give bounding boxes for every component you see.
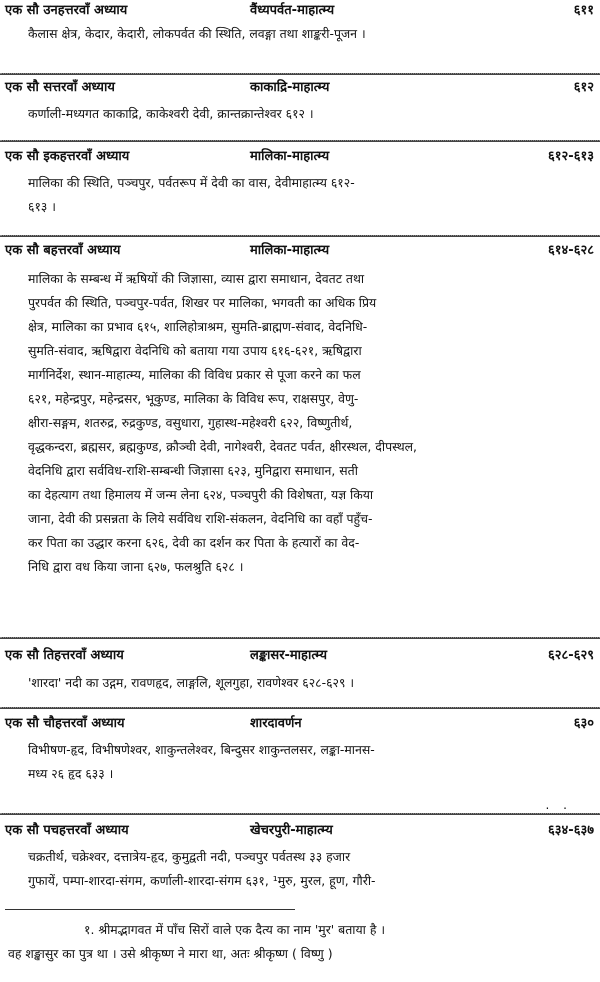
stray-marks: . . [545, 798, 572, 812]
chapter-number: एक सौ पचहत्तरवाँ अध्याय [5, 823, 129, 838]
summary-line: गुफायें, पम्पा-शारदा-संगम, कर्णाली-शारदा-संगम ६३१, ¹मुरु, मुरल, हूण, गौरी- [28, 873, 376, 888]
footnote-rule [5, 909, 295, 910]
divider [0, 73, 600, 75]
summary-line: वेदनिधि द्वारा सर्वविध-राशि-सम्बन्धी जिज्ञासा ६२३, मुनिद्वारा समाधान, सती [28, 463, 358, 478]
chapter-summary [28, 671, 590, 695]
chapter-summary [28, 102, 590, 126]
summary-line: मालिका की स्थिति, पञ्चपुर, पर्वतरूप में देवी का वास, देवीमाहात्म्य ६१२- [28, 175, 355, 190]
chapter-heading [0, 645, 600, 669]
chapter-number: एक सौ इकहत्तरवाँ अध्याय [5, 149, 130, 164]
chapter-summary [28, 845, 590, 893]
chapter-heading [0, 146, 600, 170]
summary-line: सुमति-संवाद, ऋषिद्वारा वेदनिधि को बताया गया उपाय ६१६-६२१, ऋषिद्वारा [28, 343, 362, 358]
chapter-title: मालिका-माहात्म्य [250, 243, 330, 258]
summary-line: कर्णाली-मध्यगत काकाद्रि, काकेश्वरी देवी, क्रान्तक्रान्तेश्वर ६१२ । [28, 106, 314, 121]
chapter-entry [0, 146, 600, 214]
chapter-number: एक सौ सत्तरवाँ अध्याय [5, 80, 115, 95]
divider [0, 637, 600, 639]
footnote [8, 918, 593, 966]
chapter-heading [0, 240, 600, 264]
chapter-pages: ६३४-६३७ [548, 823, 594, 838]
summary-line: मध्य २६ हृद ६३३ । [28, 766, 114, 781]
summary-line: ६२१, महेन्द्रपुर, महेन्द्रसर, भूकुण्ड, मालिका के विविध रूप, राक्षसपुर, वेणु- [28, 391, 359, 406]
chapter-summary [28, 738, 590, 786]
summary-line: कर पिता का उद्धार करना ६२६, देवी का दर्शन कर पिता के हत्यारों का वेद- [28, 535, 360, 550]
divider [0, 707, 600, 709]
chapter-pages: ६११ [573, 3, 594, 18]
chapter-number: एक सौ उनहत्तरवाँ अध्याय [5, 3, 128, 18]
chapter-entry [0, 240, 600, 574]
chapter-pages: ६१२ [573, 80, 594, 95]
chapter-number: एक सौ चौहत्तरवाँ अध्याय [5, 716, 125, 731]
footnote-line: वह शङ्खासुर का पुत्र था । उसे श्रीकृष्ण ने मारा था, अतः श्रीकृष्ण ( विष्णु ) [8, 946, 333, 961]
summary-line: जाना, देवी की प्रसन्नता के लिये सर्वविध राशि-संकलन, वेदनिधि का वहाँ पहुँच- [28, 511, 373, 526]
chapter-title: मालिका-माहात्म्य [250, 149, 330, 164]
chapter-heading [0, 713, 600, 737]
summary-line: कैलास क्षेत्र, केदार, केदारी, लोकपर्वत की स्थिति, लवङ्गा तथा शाङ्करी-पूजन । [28, 26, 366, 41]
chapter-pages: ६१२-६१३ [548, 149, 594, 164]
summary-line: वृद्धकन्दरा, ब्रह्मसर, ब्रह्मकुण्ड, क्रौञ्ची देवी, नागेश्वरी, देवतट पर्वत, क्षीरस्थल, दीपस्थल, [28, 439, 417, 454]
summary-line: क्षीरा-सङ्गम, शतरुद्र, रुद्रकुण्ड, वसुधारा, गुहास्थ-महेश्वरी ६२२, विष्णुतीर्थ, [28, 415, 353, 430]
summary-line: निधि द्वारा वध किया जाना ६२७, फलश्रुति ६२८ । [28, 559, 244, 574]
chapter-entry [0, 820, 600, 888]
summary-line: 'शारदा' नदी का उद्गम, रावणहृद, लाङ्गलि, शूलगुहा, रावणेश्वर ६२८-६२९ । [28, 675, 355, 690]
chapter-heading [0, 77, 600, 101]
chapter-pages: ६२८-६२९ [548, 648, 594, 663]
chapter-title: शारदावर्णन [250, 716, 302, 731]
divider [0, 813, 600, 815]
chapter-title: काकाद्रि-माहात्म्य [250, 80, 330, 95]
summary-line: मार्गनिर्देश, स्थान-माहात्म्य, मालिका की विविध प्रकार से पूजा करने का फल [28, 367, 361, 382]
chapter-entry [0, 77, 600, 121]
chapter-number: एक सौ तिहत्तरवाँ अध्याय [5, 648, 124, 663]
chapter-entry [0, 645, 600, 690]
chapter-title: खेचरपुरी-माहात्म्य [250, 823, 333, 838]
chapter-heading [0, 820, 600, 844]
chapter-title: लङ्कासर-माहात्म्य [250, 648, 327, 663]
summary-line: क्षेत्र, मालिका का प्रभाव ६१५, शालिहोत्राश्रम, सुमति-ब्राह्मण-संवाद, वेदनिधि- [28, 319, 368, 334]
summary-line: विभीषण-हृद, विभीषणेश्वर, शाकुन्तलेश्वर, बिन्दुसर शाकुन्तलसर, लङ्का-मानस- [28, 742, 375, 757]
summary-line: चक्रतीर्थ, चक्रेश्वर, दत्तात्रेय-हृद, कुमुद्वती नदी, पञ्चपुर पर्वतस्थ ३३ हजार [28, 849, 351, 864]
chapter-entry [0, 0, 600, 41]
chapter-title: वैंध्यपर्वत-माहात्म्य [250, 3, 335, 18]
chapter-summary [28, 267, 590, 579]
chapter-number: एक सौ बहत्तरवाँ अध्याय [5, 243, 121, 258]
summary-line: मालिका के सम्बन्ध में ऋषियों की जिज्ञासा, व्यास द्वारा समाधान, देवतट तथा [28, 271, 365, 286]
footnote-line: १. श्रीमद्भागवत में पाँच सिरों वाले एक दैत्य का नाम 'मुर' बताया है । [84, 922, 386, 937]
chapter-pages: ६३० [573, 716, 594, 731]
summary-line: पुरपर्वत की स्थिति, पञ्चपुर-पर्वत, शिखर पर मालिका, भगवती का अधिक प्रिय [28, 295, 377, 310]
divider [0, 235, 600, 237]
divider [0, 140, 600, 142]
chapter-entry [0, 713, 600, 781]
summary-line: का देहत्याग तथा हिमालय में जन्म लेना ६२४, पञ्चपुरी की विशेषता, यज्ञ किया [28, 487, 374, 502]
chapter-summary [28, 171, 590, 219]
chapter-summary [28, 22, 590, 46]
summary-line: ६१३ । [28, 199, 56, 214]
chapter-heading [0, 0, 600, 24]
chapter-pages: ६१४-६२८ [548, 243, 594, 258]
